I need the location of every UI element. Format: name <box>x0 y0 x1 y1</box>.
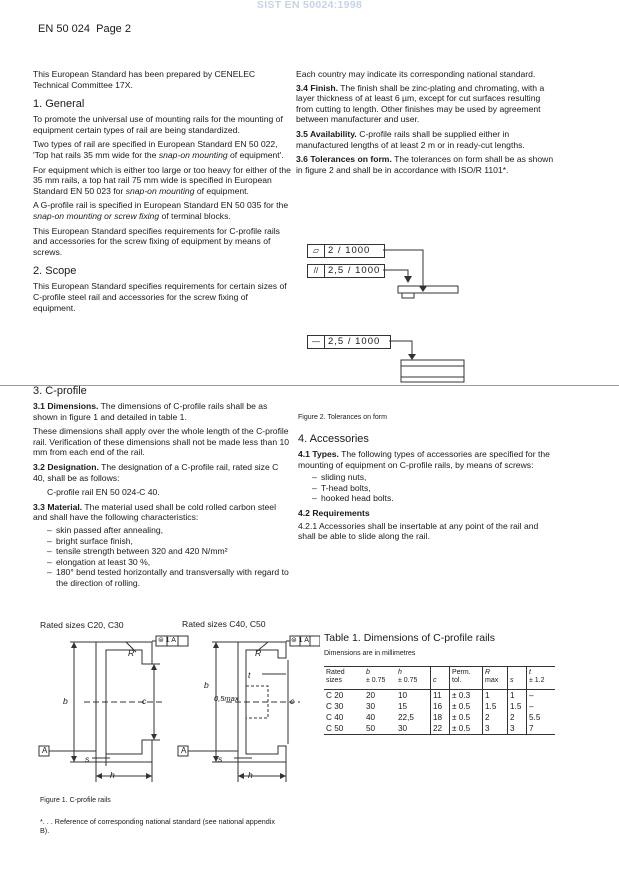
table-row: C 30 30 15 16 ± 0.5 1.5 1.5 – <box>324 701 555 712</box>
dim-label-h: h <box>110 770 115 780</box>
list-item: – elongation at least 30 %, <box>47 557 291 568</box>
dim-label-s: s <box>85 754 90 764</box>
tolerance-leader-lines <box>0 0 619 400</box>
dim-label-c: c <box>290 696 295 706</box>
dim-label-R: R <box>255 648 262 658</box>
table-row: C 20 20 10 11 ± 0.3 1 1 – <box>324 689 555 701</box>
right-column-bottom <box>298 433 556 546</box>
list-item: – hooked head bolts. <box>312 493 556 504</box>
designation-example: C-profile rail EN 50 024-C 40. <box>47 487 160 498</box>
figure-1-label-right: Rated sizes C40, C50 <box>182 619 266 629</box>
dim-label-s: s <box>218 754 223 764</box>
tolerance-value: 2 / 1000 <box>328 245 371 256</box>
s31-paragraph: 3.1 Dimensions. The dimensions of C-profile rails shall be as shown in figure 1 and detailed in table 1. <box>33 401 268 422</box>
max-note: 0,5max <box>214 694 239 703</box>
datum-frame-label: ⊜ 1 A <box>291 637 309 644</box>
table-header-cell: b ± 0.75 <box>364 666 396 689</box>
table-header-cell: t ± 1.2 <box>527 666 556 689</box>
section-4-title: 4. Accessories <box>298 433 369 445</box>
table-1-title: Table 1. Dimensions of C-profile rails <box>324 632 495 644</box>
datum-label: A <box>181 746 187 755</box>
s34-paragraph: 3.4 Finish. The finish shall be zinc-plating and chromating, with a layer thickness of at least 6 µm, except for cut surfaces resulting from cutting to length. Other finishes may be used by agreement between manufacturer and user. <box>296 82 545 125</box>
table-header-cell: Perm. tol. <box>450 666 483 689</box>
s32-paragraph: 3.2 Designation. The designation of a C-profile rail, rated size C 40, shall be as follows: <box>33 461 279 483</box>
table-header-row <box>324 666 555 689</box>
s33-paragraph: 3.3 Material. The material used shall be cold rolled carbon steel and shall have the following characteristics: <box>33 501 276 523</box>
datum-label: A <box>42 746 48 755</box>
dim-label-h: h <box>248 770 253 780</box>
accessory-list <box>312 472 556 504</box>
table-1-block <box>324 632 564 735</box>
table-row: C 50 50 30 22 ± 0.5 3 3 7 <box>324 723 555 735</box>
tolerance-value: 2,5 / 1000 <box>328 265 381 276</box>
dim-label-b: b <box>204 680 209 690</box>
list-item: – bright surface finish, <box>47 536 291 547</box>
section-3-title: 3. C-profile <box>33 385 87 397</box>
dim-label-c: c <box>142 696 147 706</box>
dimensions-table <box>324 666 555 735</box>
c-profile-drawing <box>30 630 320 790</box>
s421-paragraph: 4.2.1 Accessories shall be insertable at any point of the rail and shall be able to slide along the rail. <box>298 520 539 542</box>
country-paragraph: Each country may indicate its corresponding national standard. <box>296 69 536 79</box>
s1-paragraph-1: To promote the universal use of mounting rails for the mounting of equipment certain types of rail are being standardized. <box>33 114 283 135</box>
rail-top-view <box>401 360 464 382</box>
section-1-title: 1. General <box>33 98 85 111</box>
straightness-icon: — <box>308 336 325 348</box>
s1-paragraph-3: For equipment which is either too large or too heavy for either of the 35 mm rails, a top hat rail 75 mm wide is specified in European Standard EN 50 023 for snap-on mounting of equipment. <box>33 164 291 196</box>
s42-heading: 4.2 Requirements <box>298 507 370 518</box>
list-item: – skin passed after annealing, <box>47 525 291 536</box>
list-item: – 180° bend tested horizontally and transversally with regard to the direction of rolling. <box>47 567 291 588</box>
table-1-units: Dimensions are in millimetres <box>324 650 416 657</box>
footnote: *. . . Reference of corresponding national standard (see national appendix B). <box>40 817 275 835</box>
figure-1-caption: Figure 1. C-profile rails <box>40 797 111 804</box>
s36-paragraph: 3.6 Tolerances on form. The tolerances on form shall be as shown in figure 2 and shall be in accordance with ISO/R 1101*. <box>296 154 554 175</box>
table-header-cell: h ± 0.75 <box>396 666 431 689</box>
table-row: C 40 40 22,5 18 ± 0.5 2 2 5.5 <box>324 712 555 723</box>
tolerance-value: 2,5 / 1000 <box>328 336 381 347</box>
dim-label-R: R <box>128 648 135 658</box>
list-item: – tensile strength between 320 and 420 N/mm² <box>47 546 291 557</box>
figure-1-label-left: Rated sizes C20, C30 <box>40 620 124 630</box>
section-2-title: 2. Scope <box>33 265 77 278</box>
s31-paragraph-2: These dimensions shall apply over the whole length of the C-profile rail. Verification of these dimensions shall not be made less than 10 mm from each end of the rail. <box>33 426 290 458</box>
s2-paragraph: This European Standard specifies requirements for certain sizes of C-profile steel rail and accessories for the screw fixing of equipment. <box>33 281 287 313</box>
s35-paragraph: 3.5 Availability. C-profile rails shall be supplied either in manufactured lengths of at least 2 m or in ready-cut lengths. <box>296 128 525 150</box>
figure-2-caption: Figure 2. Tolerances on form <box>298 414 387 421</box>
page-number: Page 2 <box>96 23 131 35</box>
table-header-cell: c <box>431 666 450 689</box>
list-item: – sliding nuts, <box>312 472 556 483</box>
s41-paragraph: 4.1 Types. The following types of accessories are specified for the mounting of equipment on C-profile rails, by means of screws: <box>298 449 550 470</box>
parallelism-icon: // <box>308 265 325 277</box>
flatness-icon: ▱ <box>308 245 325 257</box>
material-list <box>47 525 291 589</box>
table-header-cell: R max <box>483 666 508 689</box>
rail-side-view <box>398 286 458 298</box>
s1-paragraph-5: This European Standard specifies requirements for C-profile rails and accessories for the screw fixing of equipment by means of screws. <box>33 225 280 257</box>
dim-label-b: b <box>63 696 68 706</box>
s1-paragraph-2: Two types of rail are specified in European Standard EN 50 022, 'Top hat rails 35 mm wide for the snap-on mounting of equipment'. <box>33 139 284 160</box>
dim-label-t: t <box>248 670 251 680</box>
table-header-cell: s <box>508 666 527 689</box>
s1-paragraph-4: A G-profile rail is specified in European Standard EN 50 035 for the snap-on mounting or screw fixing of terminal blocks. <box>33 200 289 221</box>
doc-number: EN 50 024 <box>38 23 90 35</box>
list-item: – T-head bolts, <box>312 483 556 494</box>
datum-frame-label: ⊜ 1 A <box>158 637 176 644</box>
left-column-bottom <box>33 385 291 589</box>
watermark: SIST EN 50024:1998 <box>256 0 363 11</box>
intro-paragraph: This European Standard has been prepared by CENELEC Technical Committee 17X. <box>33 69 256 90</box>
table-header-cell: Rated sizes <box>324 666 364 689</box>
